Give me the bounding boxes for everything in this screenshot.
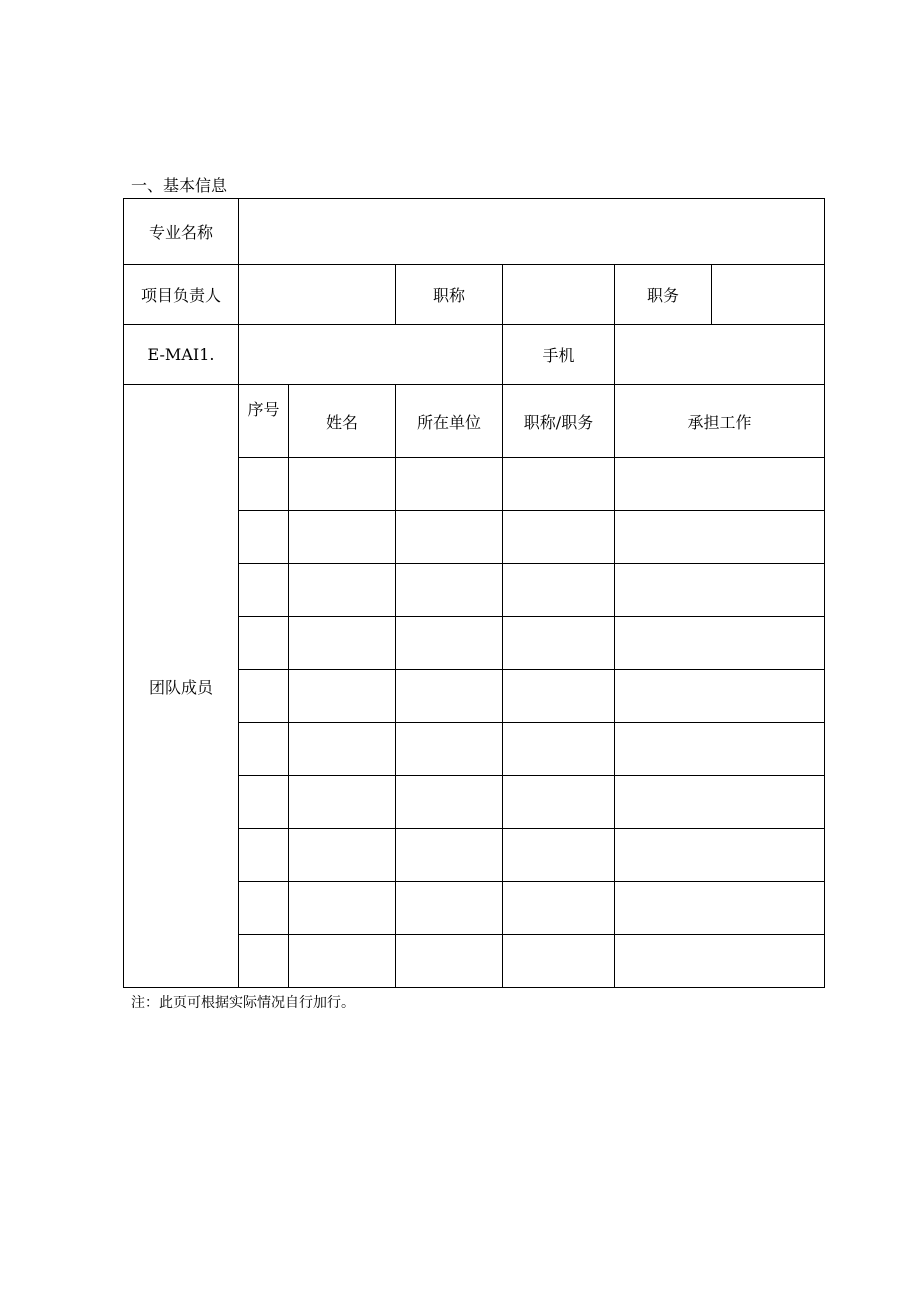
name-cell[interactable]	[289, 458, 396, 511]
unit-cell[interactable]	[396, 882, 503, 935]
note-text: 注：此页可根据实际情况自行加行。	[131, 995, 355, 1011]
name-cell[interactable]	[289, 511, 396, 564]
name-cell[interactable]	[289, 882, 396, 935]
position-field[interactable]	[712, 265, 825, 325]
assigned-work-cell[interactable]	[615, 670, 825, 723]
assigned-work-cell[interactable]	[615, 935, 825, 988]
header-name: 姓名	[289, 385, 396, 458]
team-header-row	[124, 385, 825, 458]
title-label: 职称	[396, 265, 503, 325]
unit-cell[interactable]	[396, 776, 503, 829]
name-cell[interactable]	[289, 564, 396, 617]
assigned-work-cell[interactable]	[615, 882, 825, 935]
mobile-label: 手机	[503, 325, 615, 385]
major-name-field[interactable]	[239, 199, 825, 265]
seq-cell[interactable]	[239, 670, 289, 723]
seq-cell[interactable]	[239, 723, 289, 776]
major-name-label: 专业名称	[124, 199, 239, 265]
title-position-cell[interactable]	[503, 723, 615, 776]
row-major-name	[124, 199, 825, 265]
title-field[interactable]	[503, 265, 615, 325]
team-members-label: 团队成员	[124, 385, 239, 988]
section-title: 一、基本信息	[131, 176, 228, 195]
mobile-field[interactable]	[615, 325, 825, 385]
email-label: E-MAI1.	[124, 325, 239, 385]
assigned-work-cell[interactable]	[615, 511, 825, 564]
assigned-work-cell[interactable]	[615, 617, 825, 670]
unit-cell[interactable]	[396, 723, 503, 776]
row-contact	[124, 325, 825, 385]
name-cell[interactable]	[289, 617, 396, 670]
position-label: 职务	[615, 265, 712, 325]
header-title-position: 职称/职务	[503, 385, 615, 458]
seq-cell[interactable]	[239, 829, 289, 882]
title-position-cell[interactable]	[503, 882, 615, 935]
project-leader-field[interactable]	[239, 265, 396, 325]
title-position-cell[interactable]	[503, 935, 615, 988]
unit-cell[interactable]	[396, 935, 503, 988]
title-position-cell[interactable]	[503, 829, 615, 882]
unit-cell[interactable]	[396, 511, 503, 564]
unit-cell[interactable]	[396, 617, 503, 670]
assigned-work-cell[interactable]	[615, 564, 825, 617]
name-cell[interactable]	[289, 723, 396, 776]
email-field[interactable]	[239, 325, 503, 385]
title-position-cell[interactable]	[503, 564, 615, 617]
title-position-cell[interactable]	[503, 458, 615, 511]
name-cell[interactable]	[289, 829, 396, 882]
unit-cell[interactable]	[396, 458, 503, 511]
seq-cell[interactable]	[239, 458, 289, 511]
seq-cell[interactable]	[239, 935, 289, 988]
assigned-work-cell[interactable]	[615, 723, 825, 776]
seq-cell[interactable]	[239, 511, 289, 564]
seq-cell[interactable]	[239, 776, 289, 829]
header-seq: 序号	[239, 385, 289, 458]
unit-cell[interactable]	[396, 829, 503, 882]
project-leader-label: 项目负责人	[124, 265, 239, 325]
seq-cell[interactable]	[239, 617, 289, 670]
row-project-leader	[124, 265, 825, 325]
name-cell[interactable]	[289, 670, 396, 723]
title-position-cell[interactable]	[503, 670, 615, 723]
basic-info-table	[123, 198, 825, 988]
seq-cell[interactable]	[239, 882, 289, 935]
assigned-work-cell[interactable]	[615, 829, 825, 882]
title-position-cell[interactable]	[503, 776, 615, 829]
seq-cell[interactable]	[239, 564, 289, 617]
title-position-cell[interactable]	[503, 511, 615, 564]
name-cell[interactable]	[289, 776, 396, 829]
header-assigned-work: 承担工作	[615, 385, 825, 458]
title-position-cell[interactable]	[503, 617, 615, 670]
assigned-work-cell[interactable]	[615, 458, 825, 511]
unit-cell[interactable]	[396, 564, 503, 617]
assigned-work-cell[interactable]	[615, 776, 825, 829]
name-cell[interactable]	[289, 935, 396, 988]
header-unit: 所在单位	[396, 385, 503, 458]
unit-cell[interactable]	[396, 670, 503, 723]
